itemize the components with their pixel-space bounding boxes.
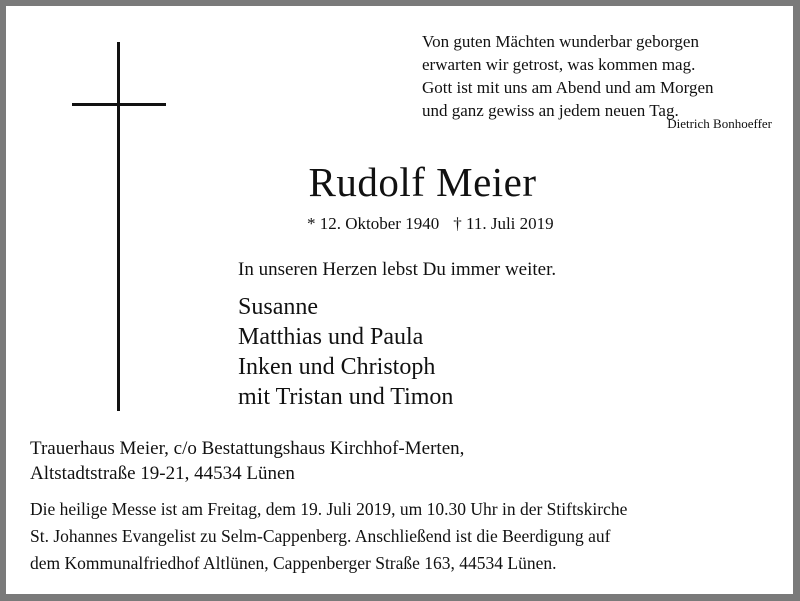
address-line: Trauerhaus Meier, c/o Bestattungshaus Kirchhof-Merten, <box>30 438 465 459</box>
poem-author: Dietrich Bonhoeffer <box>667 116 772 131</box>
death-date: † 11. Juli 2019 <box>453 214 554 233</box>
poem-line: Von guten Mächten wunderbar geborgen <box>422 32 699 51</box>
poem <box>422 30 782 122</box>
mourner: Matthias und Paula <box>238 324 424 350</box>
birth-date: * 12. Oktober 1940 <box>307 214 440 233</box>
mourner: Susanne <box>238 294 318 320</box>
cross-icon-bar <box>72 103 166 106</box>
poem-line: erwarten wir getrost, was kommen mag. <box>422 55 696 74</box>
service-line: Die heilige Messe ist am Freitag, dem 19. Juli 2019, um 10.30 Uhr in der Stiftskirche <box>30 499 628 519</box>
poem-line: Gott ist mit uns am Abend und am Morgen <box>422 78 714 97</box>
service-line: St. Johannes Evangelist zu Selm-Cappenberg. Anschließend ist die Beerdigung auf <box>30 526 611 546</box>
mourner: mit Tristan und Timon <box>238 384 454 410</box>
mourning-address <box>30 436 464 486</box>
cross-icon <box>117 42 120 411</box>
mourner: Inken und Christoph <box>238 354 436 380</box>
service-line: dem Kommunalfriedhof Altlünen, Cappenberger Straße 163, 44534 Lünen. <box>30 553 557 573</box>
life-dates <box>307 214 554 234</box>
address-line: Altstadtstraße 19-21, 44534 Lünen <box>30 463 295 484</box>
deceased-name: Rudolf Meier <box>308 159 537 205</box>
poem-line: und ganz gewiss an jedem neuen Tag. <box>422 101 679 120</box>
mourners-list <box>238 292 453 412</box>
motto: In unseren Herzen lebst Du immer weiter. <box>238 259 557 280</box>
service-info <box>30 496 782 577</box>
